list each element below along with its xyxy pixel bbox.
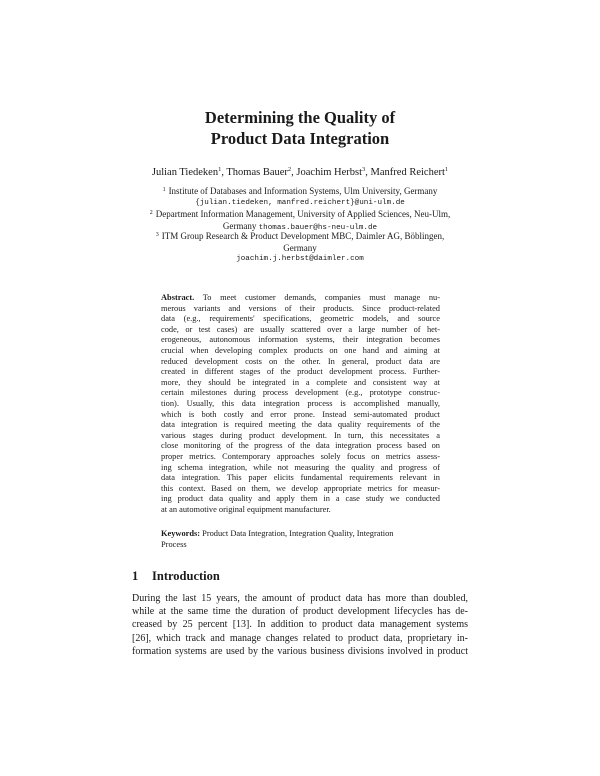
abstract-line: this context. Based on them, we develop appropriate metrics for measur-	[161, 483, 440, 493]
section-title: Introduction	[152, 569, 220, 583]
body-text	[132, 592, 468, 658]
abstract-line: merous variants and versions of their products. Since product-related	[161, 303, 440, 313]
affiliation-1: $^1$ Institute of Databases and Information Systems, Ulm University, Germany {julian.tiedeken, manfred.reichert}@uni-ulm.de	[140, 185, 460, 209]
keywords-label: Keywords:	[161, 529, 201, 538]
section-heading	[132, 569, 220, 584]
abstract-line: proper metrics. Contemporary approaches solely focus on metrics assess-	[161, 451, 440, 461]
author-name: Julian Tiedeken	[151, 167, 219, 178]
paper-title-line-2: Product Data Integration	[210, 129, 390, 148]
affiliation-email: thomas.bauer@hs-neu-ulm.de	[258, 223, 378, 232]
abstract-line: more, they should be integrated in a complete and consistent way at	[161, 377, 440, 387]
abstract-line: erogeneous, autonomous information systems, their integration becomes	[161, 335, 440, 345]
abstract-line: data (e.g., requirements' specifications, geometric models, and source	[161, 314, 440, 324]
body-line: [26], which track and manage changes related to product data, proprietary in-	[132, 632, 468, 644]
body-line: During the last 15 years, the amount of product data has more than doubled,	[132, 593, 468, 604]
abstract-line: code, or test cases) are usually scattered over a large number of het-	[161, 324, 440, 334]
abstract-line: certain milestones during process development (e.g., prototype construc-	[161, 388, 440, 398]
body-line: creased by 25 percent [13]. In addition to product data management systems	[132, 619, 468, 631]
author-affiliation-mark: 1	[444, 166, 449, 173]
abstract-line: data integration is required meeting the data quality requirements of the	[161, 420, 440, 430]
abstract-line: reduced development costs on the other. In general, product data are	[161, 356, 440, 366]
abstract-line: created in different stages of the product development process. Further-	[161, 367, 440, 377]
author-name: Manfred Reichert	[370, 167, 445, 178]
keywords: Keywords: Product Data Integration, Integration Quality, Integration Process	[161, 529, 394, 549]
author-name: Thomas Bauer	[226, 167, 288, 178]
author-name: Joachim Herbst	[296, 167, 363, 178]
affiliation-3: $^3$ ITM Group Research & Product Development MBC, Daimler AG, Böblingen, Germany joachim.j.herbst@daimler.com	[140, 230, 460, 266]
abstract-line: various stages during product development. In turn, this necessitates a	[161, 430, 440, 440]
abstract-line: data integration. This paper elicits fundamental requirements relevant in	[161, 473, 440, 483]
affiliation-email: {julian.tiedeken, manfred.reichert}@uni-ulm.de	[195, 198, 405, 207]
author-affiliation-mark: 3	[362, 166, 366, 173]
section-number: 1	[132, 569, 139, 583]
abstract-line: ing schema integration, while not measuring the quality and progress of	[161, 462, 440, 472]
abstract-line: tion). Usually, this data integration process is accomplished manually,	[161, 398, 440, 408]
author-affiliation-mark: 2	[287, 166, 292, 173]
author-affiliation-mark: 1	[218, 166, 222, 173]
abstract-line: ing product data quality and apply them in a case study we conducted	[161, 494, 440, 504]
affiliation-2: $^2$ Department Information Management, University of Applied Sciences, Neu-Ulm, Germany thomas.bauer@hs-neu-ulm.de	[149, 209, 451, 232]
abstract: Abstract. To meet customer demands, companies must manage nu- merous variants and versions of their products. Since product-related data (e.g., requirements' specifications, geometric models, and source code, or test cases) are usually scattered over a large number of het- erogeneous, autonomous information systems, their integration becomes crucial when developing complex products on one hand and aiming at reduced development costs on the other. In general, product data are created in different stages of the product development process. Further- more, they should be integrated in a complete and consistent way at certain milestones during process development (e.g., prototype construc- tion). Usually, this data integration process is accomplished manually, which is both costly and error prone. Instead semi-automated product data integration is required meeting the data quality requirements of the various stages during product development. In turn, this necessitates a close monitoring of the progress of the data integration process based on proper metrics. Contemporary approaches solely focus on metrics assess- ing schema integration, while not measuring the quality and progress of data integration. This paper elicits fundamental requirements relevant in this context. Based on them, we develop appropriate metrics for measur- ing product data quality and apply them in a case study we conducted at an automotive original equipment manufacturer.	[161, 293, 440, 514]
abstract-label: Abstract.	[161, 293, 195, 302]
abstract-line: crucial when developing complex products on one hand and aiming at	[161, 345, 440, 355]
body-line: while at the same time the duration of product development lifecycles has de-	[132, 606, 468, 618]
affiliation-email: joachim.j.herbst@daimler.com	[236, 255, 364, 263]
body-line: formation systems are used by the various business divisions involved in product	[132, 645, 468, 657]
author-list: Julian Tiedeken$^1$, Thomas Bauer$^2$, Joachim Herbst$^3$, Manfred Reichert$^1$	[151, 166, 449, 178]
abstract-line: close monitoring of the progress of the data integration process based on	[161, 441, 440, 451]
abstract-line: at an automotive original equipment manufacturer.	[161, 504, 331, 514]
paper-title-line-1: Determining the Quality of	[204, 108, 396, 127]
abstract-line: which is both costly and error prone. Instead semi-automated product	[161, 409, 440, 419]
